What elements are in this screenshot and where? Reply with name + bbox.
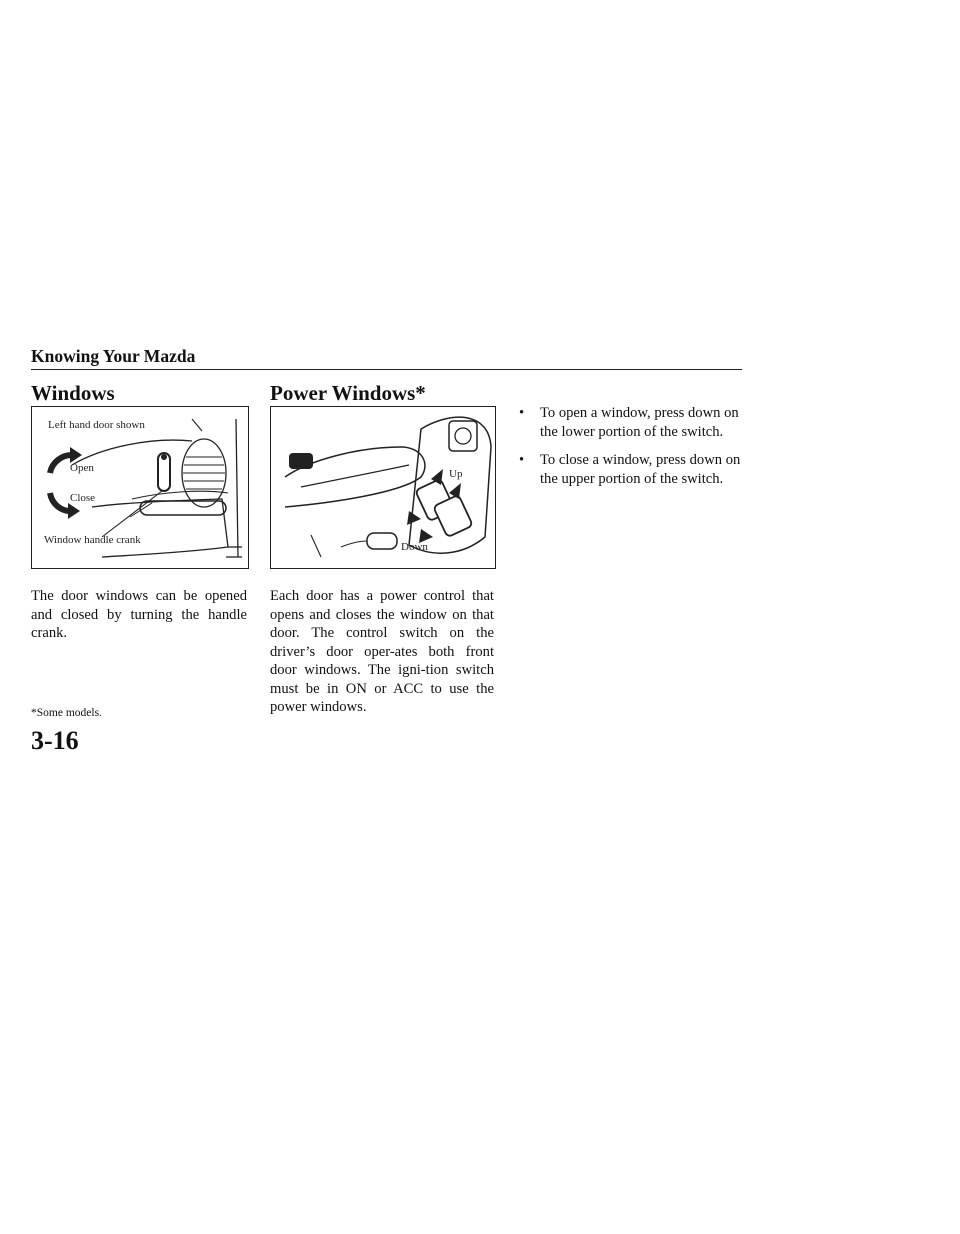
footnote: *Some models. bbox=[31, 707, 102, 719]
figure-label-up: Up bbox=[449, 468, 463, 480]
window-crank-figure bbox=[31, 406, 249, 569]
figure-label-window-handle-crank: Window handle crank bbox=[44, 534, 141, 546]
bullet-text: To close a window, press down on the upper portion of the switch. bbox=[540, 452, 741, 487]
running-header: Knowing Your Mazda bbox=[31, 346, 196, 366]
figure-label-left-hand-door: Left hand door shown bbox=[48, 419, 145, 431]
list-item bbox=[515, 404, 743, 441]
bullet-text: To open a window, press down on the lower portion of the switch. bbox=[540, 405, 739, 440]
bullet-dot-icon: • bbox=[519, 405, 525, 421]
figure-label-down: Down bbox=[401, 541, 428, 553]
page-number: 3-16 bbox=[31, 726, 79, 755]
power-windows-bullet-list bbox=[515, 404, 743, 498]
power-window-switch-figure bbox=[270, 406, 496, 569]
window-crank-illustration bbox=[32, 407, 248, 568]
power-windows-heading: Power Windows* bbox=[270, 381, 426, 405]
windows-body-text: The door windows can be opened and closed by turning the handle crank. bbox=[31, 588, 247, 641]
power-windows-body-text: Each door has a power control that opens and closes the window on that door. The control switch on the driver’s door oper-ates both front door windows. The igni-tion switch must be in ON or ACC to use the power windows. bbox=[270, 588, 494, 715]
figure-label-open: Open bbox=[70, 462, 94, 474]
windows-heading: Windows bbox=[31, 381, 115, 405]
header-rule bbox=[31, 369, 742, 370]
power-window-switch-illustration bbox=[271, 407, 495, 568]
figure-label-close: Close bbox=[70, 492, 96, 504]
bullet-dot-icon: • bbox=[519, 452, 525, 468]
list-item bbox=[515, 451, 743, 488]
